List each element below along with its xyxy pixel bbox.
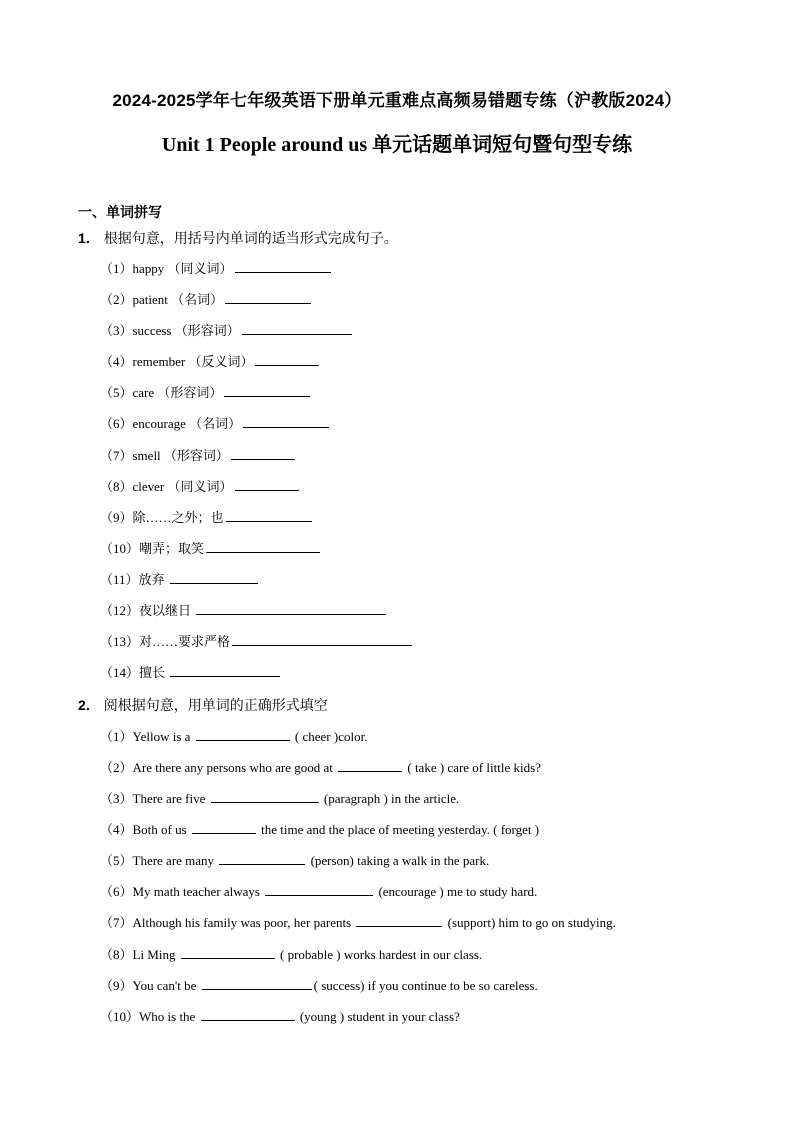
- item-text-after: ( cheer )color.: [291, 729, 368, 744]
- answer-blank[interactable]: [181, 945, 275, 959]
- answer-blank[interactable]: [192, 820, 256, 834]
- answer-blank[interactable]: [225, 290, 311, 304]
- item-text-before: （4）Both of us: [100, 822, 190, 837]
- item-text-before: （6）My math teacher always: [100, 884, 264, 899]
- answer-blank[interactable]: [265, 882, 373, 896]
- item-text-before: （3）There are five: [100, 791, 209, 806]
- question-number: 2．: [78, 697, 100, 713]
- list-item: [100, 539, 322, 558]
- item-text-after: ( take ) care of little kids?: [404, 760, 541, 775]
- answer-blank[interactable]: [338, 758, 402, 772]
- item-label: （10）嘲弄；取笑: [100, 541, 205, 556]
- item-label: （12）夜以继日: [100, 603, 195, 618]
- list-item: [100, 789, 459, 808]
- list-item: [100, 259, 333, 278]
- answer-blank[interactable]: [170, 570, 258, 584]
- list-item: [100, 851, 489, 870]
- item-text-after: ( probable ) works hardest in our class.: [276, 947, 483, 962]
- item-text-after: (paragraph ) in the article.: [320, 791, 460, 806]
- list-item: [100, 727, 367, 746]
- answer-blank[interactable]: [202, 976, 312, 990]
- item-text-before: （5）There are many: [100, 853, 218, 868]
- question-1: [78, 228, 398, 248]
- item-label: （9）除……之外；也: [100, 510, 224, 525]
- answer-blank[interactable]: [231, 446, 295, 460]
- item-label: （13）对……要求严格: [100, 634, 231, 649]
- section-heading: 一、单词拼写: [78, 204, 162, 220]
- list-item: [100, 1007, 460, 1026]
- list-item: [100, 290, 313, 309]
- question-number: 1．: [78, 230, 100, 246]
- item-label: （6）encourage （名词）: [100, 416, 242, 431]
- answer-blank[interactable]: [196, 727, 290, 741]
- item-text-after: (encourage ) me to study hard.: [375, 884, 538, 899]
- item-label: （11）放弃: [100, 572, 168, 587]
- list-item: [100, 570, 260, 589]
- item-text-after: (person) taking a walk in the park.: [307, 853, 490, 868]
- list-item: [100, 820, 539, 839]
- list-item: [100, 477, 301, 496]
- item-text-after: the time and the place of meeting yesterday. ( forget ): [257, 822, 540, 837]
- list-item: [100, 945, 482, 964]
- list-item: [100, 414, 331, 433]
- list-item: [100, 446, 297, 465]
- question-instruction: 阅根据句意，用单词的正确形式填空: [103, 697, 328, 713]
- list-item: [100, 632, 414, 651]
- item-text-before: （7）Although his family was poor, her parents: [100, 915, 355, 930]
- item-text-before: （2）Are there any persons who are good at: [100, 760, 337, 775]
- answer-blank[interactable]: [226, 508, 312, 522]
- list-item: [100, 663, 282, 682]
- question-2: [78, 695, 328, 715]
- item-text-after: (young ) student in your class?: [296, 1009, 460, 1024]
- answer-blank[interactable]: [219, 851, 305, 865]
- list-item: [100, 352, 321, 371]
- answer-blank[interactable]: [235, 477, 299, 491]
- item-text-before: （8）Li Ming: [100, 947, 179, 962]
- answer-blank[interactable]: [201, 1007, 295, 1021]
- item-text-after: ( success) if you continue to be so careless.: [313, 978, 538, 993]
- item-label: （14）擅长: [100, 665, 169, 680]
- item-text-before: （10）Who is the: [100, 1009, 199, 1024]
- answer-blank[interactable]: [356, 913, 442, 927]
- item-label: （8）clever （同义词）: [100, 479, 233, 494]
- item-label: （4）remember （反义词）: [100, 354, 254, 369]
- list-item: [100, 976, 538, 995]
- item-label: （5）care （形容词）: [100, 385, 223, 400]
- answer-blank[interactable]: [170, 663, 280, 677]
- item-label: （1）happy （同义词）: [100, 261, 233, 276]
- item-label: （2）patient （名词）: [100, 292, 224, 307]
- item-text-after: (support) him to go on studying.: [444, 915, 616, 930]
- question-instruction: 根据句意，用括号内单词的适当形式完成句子。: [103, 230, 398, 246]
- answer-blank[interactable]: [196, 601, 386, 615]
- list-item: [100, 882, 537, 901]
- list-item: [100, 913, 616, 932]
- answer-blank[interactable]: [224, 383, 310, 397]
- answer-blank[interactable]: [211, 789, 319, 803]
- answer-blank[interactable]: [255, 352, 319, 366]
- worksheet-subtitle: Unit 1 People around us 单元话题单词短句暨句型专练: [161, 134, 633, 156]
- item-text-before: （9）You can't be: [100, 978, 200, 993]
- list-item: [100, 508, 314, 527]
- answer-blank[interactable]: [206, 539, 320, 553]
- worksheet-title: 2024-2025学年七年级英语下册单元重难点高频易错题专练（沪教版2024）: [112, 91, 682, 110]
- list-item: [100, 601, 388, 620]
- answer-blank[interactable]: [232, 632, 412, 646]
- item-text-before: （1）Yellow is a: [100, 729, 194, 744]
- list-item: [100, 321, 354, 340]
- item-label: （7）smell （形容词）: [100, 448, 229, 463]
- answer-blank[interactable]: [243, 414, 329, 428]
- item-label: （3）success （形容词）: [100, 323, 240, 338]
- list-item: [100, 383, 312, 402]
- answer-blank[interactable]: [242, 321, 352, 335]
- list-item: [100, 758, 541, 777]
- answer-blank[interactable]: [235, 259, 331, 273]
